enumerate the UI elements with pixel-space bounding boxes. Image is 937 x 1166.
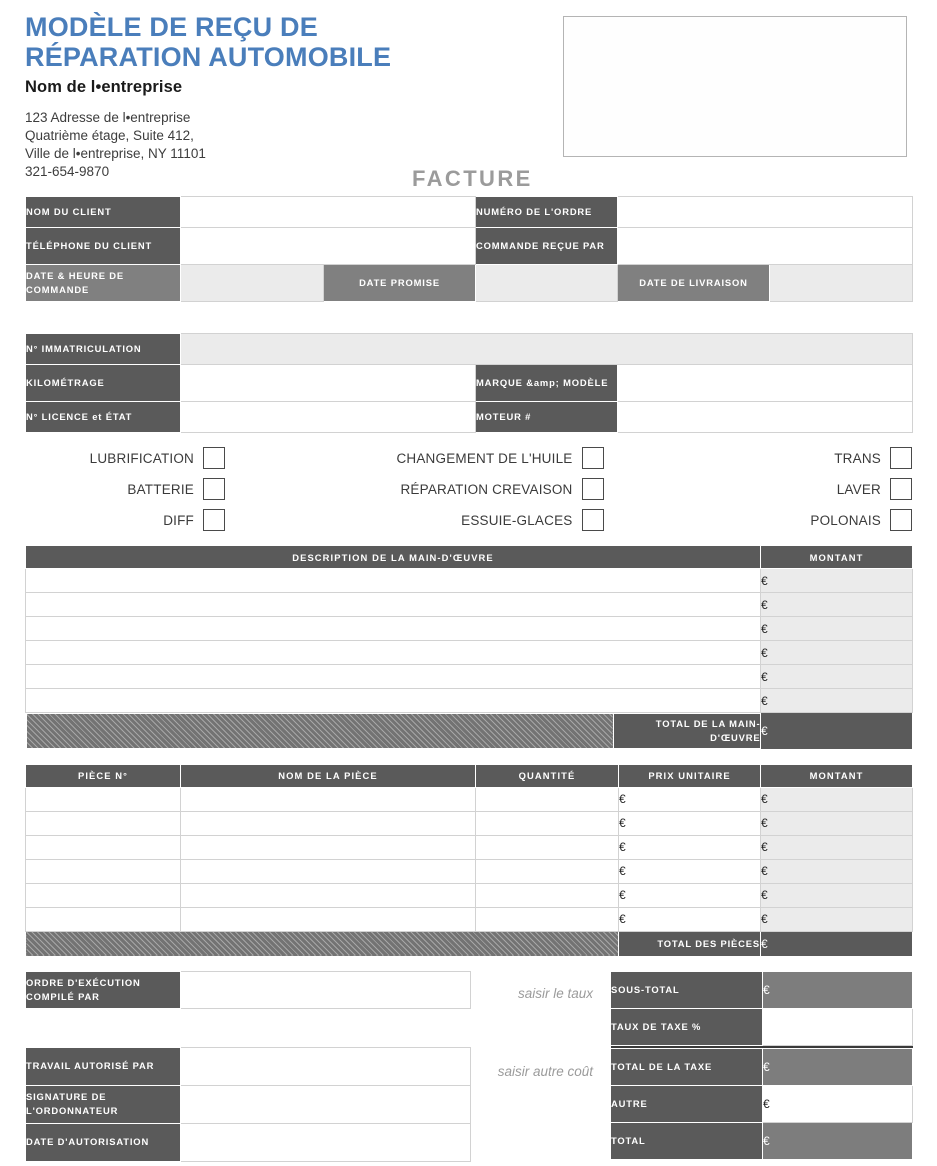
compiled-by-table [25, 971, 471, 1009]
hint-enter-other-cost: saisir autre coût [497, 1063, 593, 1079]
labor-amount-input[interactable]: € [761, 617, 913, 641]
part-amount-input[interactable]: € [761, 907, 913, 931]
input-tax-rate[interactable] [763, 1008, 913, 1045]
table-row [26, 883, 913, 907]
input-work-authorized-by[interactable] [181, 1047, 471, 1085]
part-name-input[interactable] [181, 883, 476, 907]
service-column-1 [25, 447, 225, 531]
value-total[interactable]: € [763, 1122, 913, 1159]
table-row [611, 1122, 913, 1159]
table-row [26, 197, 913, 228]
service-column-2 [304, 447, 604, 531]
totals-block [610, 971, 912, 1160]
input-license-state[interactable] [181, 402, 476, 433]
address-line-2: Quatrième étage, Suite 412, [25, 128, 194, 144]
label-tax-rate: TAUX DE TAXE % [611, 1008, 763, 1045]
footer-section [0, 971, 937, 1166]
label-license-state: N° LICENCE et ÉTAT [26, 402, 181, 433]
address-phone: 321-654-9870 [25, 163, 110, 179]
table-row [26, 641, 913, 665]
input-order-number[interactable] [618, 197, 913, 228]
checkbox-polonais[interactable] [890, 509, 912, 531]
parts-table [25, 764, 913, 957]
service-label-lubrification: LUBRIFICATION [89, 450, 194, 466]
part-quantity-input[interactable] [476, 859, 619, 883]
input-make-model[interactable] [618, 365, 913, 402]
table-row [26, 1047, 471, 1085]
part-number-input[interactable] [26, 907, 181, 931]
part-name-input[interactable] [181, 835, 476, 859]
table-row [26, 593, 913, 617]
input-customer-phone[interactable] [181, 228, 476, 265]
table-row [26, 365, 913, 402]
labor-description-input[interactable] [26, 593, 761, 617]
checkbox-batterie[interactable] [203, 478, 225, 500]
part-number-input[interactable] [26, 811, 181, 835]
input-order-received-by[interactable] [618, 228, 913, 265]
list-item[interactable] [304, 478, 604, 500]
parts-header-number: PIÈCE N° [26, 764, 181, 787]
label-compiled-by: ORDRE D'EXÉCUTION COMPILÉ PAR [26, 971, 181, 1008]
label-registration-number: N° IMMATRICULATION [26, 334, 181, 365]
list-item[interactable] [304, 509, 604, 531]
part-amount-input[interactable]: € [761, 859, 913, 883]
table-row [26, 265, 913, 302]
table-row [611, 1048, 913, 1085]
service-label-tire-repair: RÉPARATION CREVAISON [400, 481, 573, 497]
service-label-batterie: BATTERIE [127, 481, 194, 497]
part-quantity-input[interactable] [476, 835, 619, 859]
labor-header-amount: MONTANT [761, 546, 913, 569]
labor-amount-input[interactable]: € [761, 689, 913, 713]
part-amount-input[interactable]: € [761, 811, 913, 835]
document-header [0, 0, 937, 196]
customer-info-table [25, 196, 913, 433]
checkbox-diff[interactable] [203, 509, 225, 531]
labor-amount-input[interactable]: € [761, 593, 913, 617]
table-row [611, 1008, 913, 1045]
table-row [26, 971, 471, 1008]
table-row [26, 787, 913, 811]
table-row [26, 907, 913, 931]
title-block [25, 12, 525, 181]
table-row [26, 228, 913, 265]
label-make-model: MARQUE &amp; MODÈLE [476, 365, 618, 402]
label-signature: SIGNATURE DE L'ORDONNATEUR [26, 1085, 181, 1123]
list-item[interactable] [25, 478, 225, 500]
part-unit-price-input[interactable]: € [619, 835, 761, 859]
invoice-heading: FACTURE [412, 166, 533, 191]
table-header-row [26, 764, 913, 787]
label-order-received-by: COMMANDE REÇUE PAR [476, 228, 618, 265]
labor-description-input[interactable] [26, 641, 761, 665]
list-item[interactable] [682, 509, 912, 531]
checkbox-lubrification[interactable] [203, 447, 225, 469]
part-quantity-input[interactable] [476, 787, 619, 811]
part-name-input[interactable] [181, 859, 476, 883]
part-amount-input[interactable]: € [761, 883, 913, 907]
parts-header-amount: MONTANT [761, 764, 913, 787]
table-header-row [26, 546, 913, 569]
label-mileage: KILOMÉTRAGE [26, 365, 181, 402]
checkbox-tire-repair[interactable] [582, 478, 604, 500]
authorization-block [25, 971, 470, 1162]
labor-amount-input[interactable]: € [761, 665, 913, 689]
page-title-line-2: RÉPARATION AUTOMOBILE [25, 42, 392, 73]
part-number-input[interactable] [26, 883, 181, 907]
service-label-laver: LAVER [836, 481, 881, 497]
page-title-line-1: MODÈLE DE REÇU DE [25, 12, 318, 42]
hatched-fill [26, 931, 619, 956]
signature-table [25, 1047, 471, 1162]
label-other: AUTRE [611, 1085, 763, 1122]
input-delivery-date[interactable] [770, 265, 913, 302]
list-item[interactable] [304, 447, 604, 469]
label-customer-phone: TÉLÉPHONE DU CLIENT [26, 228, 181, 265]
input-date-promised[interactable] [476, 265, 618, 302]
part-number-input[interactable] [26, 859, 181, 883]
label-order-number: NUMÉRO DE L'ORDRE [476, 197, 618, 228]
label-delivery-date: DATE DE LIVRAISON [618, 265, 770, 302]
table-row [26, 835, 913, 859]
table-row [611, 1085, 913, 1122]
value-tax-total[interactable]: € [763, 1048, 913, 1085]
label-date-promised: DATE PROMISE [324, 265, 476, 302]
labor-description-input[interactable] [26, 665, 761, 689]
list-item[interactable] [682, 447, 912, 469]
label-order-datetime: DATE & HEURE DE COMMANDE [26, 265, 181, 302]
service-label-trans: TRANS [834, 450, 881, 466]
list-item[interactable] [25, 509, 225, 531]
labor-description-input[interactable] [26, 569, 761, 593]
labor-total-value[interactable]: € [761, 713, 913, 750]
parts-header-name: NOM DE LA PIÈCE [181, 764, 476, 787]
totals-table [610, 971, 913, 1160]
table-row [26, 811, 913, 835]
part-number-input[interactable] [26, 787, 181, 811]
address-line-3: Ville de l•entreprise, NY 11101 [25, 146, 206, 162]
table-row [26, 1085, 471, 1123]
input-registration-number[interactable] [181, 334, 913, 365]
hint-enter-rate: saisir le taux [517, 985, 593, 1001]
labor-description-input[interactable] [26, 617, 761, 641]
service-checkbox-group [25, 447, 912, 531]
part-name-input[interactable] [181, 787, 476, 811]
labor-description-input[interactable] [26, 689, 761, 713]
part-unit-price-input[interactable]: € [619, 907, 761, 931]
label-tax-total: TOTAL DE LA TAXE [611, 1048, 763, 1085]
parts-header-quantity: QUANTITÉ [476, 764, 619, 787]
label-authorization-date: DATE D'AUTORISATION [26, 1123, 181, 1161]
list-item[interactable] [25, 447, 225, 469]
hatched-fill [26, 714, 613, 749]
table-row [26, 689, 913, 713]
list-item[interactable] [682, 478, 912, 500]
table-row [26, 569, 913, 593]
parts-total-value[interactable]: € [761, 931, 913, 956]
company-name: Nom de l•entreprise [25, 78, 183, 97]
labor-table [25, 545, 913, 750]
checkbox-trans[interactable] [890, 447, 912, 469]
service-label-diff: DIFF [163, 512, 194, 528]
table-row [26, 334, 913, 365]
parts-header-unit-price: PRIX UNITAIRE [619, 764, 761, 787]
table-row [26, 402, 913, 433]
service-label-wipers: ESSUIE-GLACES [461, 512, 573, 528]
input-compiled-by[interactable] [181, 971, 471, 1008]
checkbox-oil-change[interactable] [582, 447, 604, 469]
part-amount-input[interactable]: € [761, 787, 913, 811]
service-label-polonais: POLONAIS [810, 512, 881, 528]
parts-total-label: TOTAL DES PIÈCES [619, 931, 761, 956]
table-row [26, 665, 913, 689]
labor-total-row [26, 713, 913, 750]
part-name-input[interactable] [181, 811, 476, 835]
label-customer-name: NOM DU CLIENT [26, 197, 181, 228]
label-total: TOTAL [611, 1122, 763, 1159]
spacer-row [26, 302, 913, 334]
input-signature[interactable] [181, 1085, 471, 1123]
input-engine[interactable] [618, 402, 913, 433]
part-quantity-input[interactable] [476, 907, 619, 931]
labor-amount-input[interactable]: € [761, 641, 913, 665]
part-quantity-input[interactable] [476, 883, 619, 907]
part-amount-input[interactable]: € [761, 835, 913, 859]
part-name-input[interactable] [181, 907, 476, 931]
service-column-3 [682, 447, 912, 531]
label-subtotal: SOUS-TOTAL [611, 971, 763, 1008]
checkbox-laver[interactable] [890, 478, 912, 500]
part-unit-price-input[interactable]: € [619, 859, 761, 883]
input-mileage[interactable] [181, 365, 476, 402]
labor-header-description: DESCRIPTION DE LA MAIN-D'ŒUVRE [26, 546, 761, 569]
parts-total-row [26, 931, 913, 956]
table-row [611, 971, 913, 1008]
page-title [25, 12, 525, 72]
labor-total-label: TOTAL DE LA MAIN-D'ŒUVRE [613, 714, 761, 749]
part-unit-price-input[interactable]: € [619, 787, 761, 811]
part-unit-price-input[interactable]: € [619, 811, 761, 835]
table-row [26, 1123, 471, 1161]
checkbox-wipers[interactable] [582, 509, 604, 531]
address-line-1: 123 Adresse de l•entreprise [25, 110, 191, 126]
labor-amount-input[interactable]: € [761, 569, 913, 593]
service-label-oil-change: CHANGEMENT DE L'HUILE [396, 450, 573, 466]
part-number-input[interactable] [26, 835, 181, 859]
labor-total-spacer [26, 713, 761, 750]
label-work-authorized-by: TRAVAIL AUTORISÉ PAR [26, 1047, 181, 1085]
input-authorization-date[interactable] [181, 1123, 471, 1161]
logo-placeholder-box[interactable] [563, 16, 907, 157]
table-row [26, 859, 913, 883]
input-other[interactable]: € [763, 1085, 913, 1122]
part-unit-price-input[interactable]: € [619, 883, 761, 907]
input-order-datetime[interactable] [181, 265, 324, 302]
label-engine: MOTEUR # [476, 402, 618, 433]
value-subtotal[interactable]: € [763, 971, 913, 1008]
input-customer-name[interactable] [181, 197, 476, 228]
part-quantity-input[interactable] [476, 811, 619, 835]
table-row [26, 617, 913, 641]
